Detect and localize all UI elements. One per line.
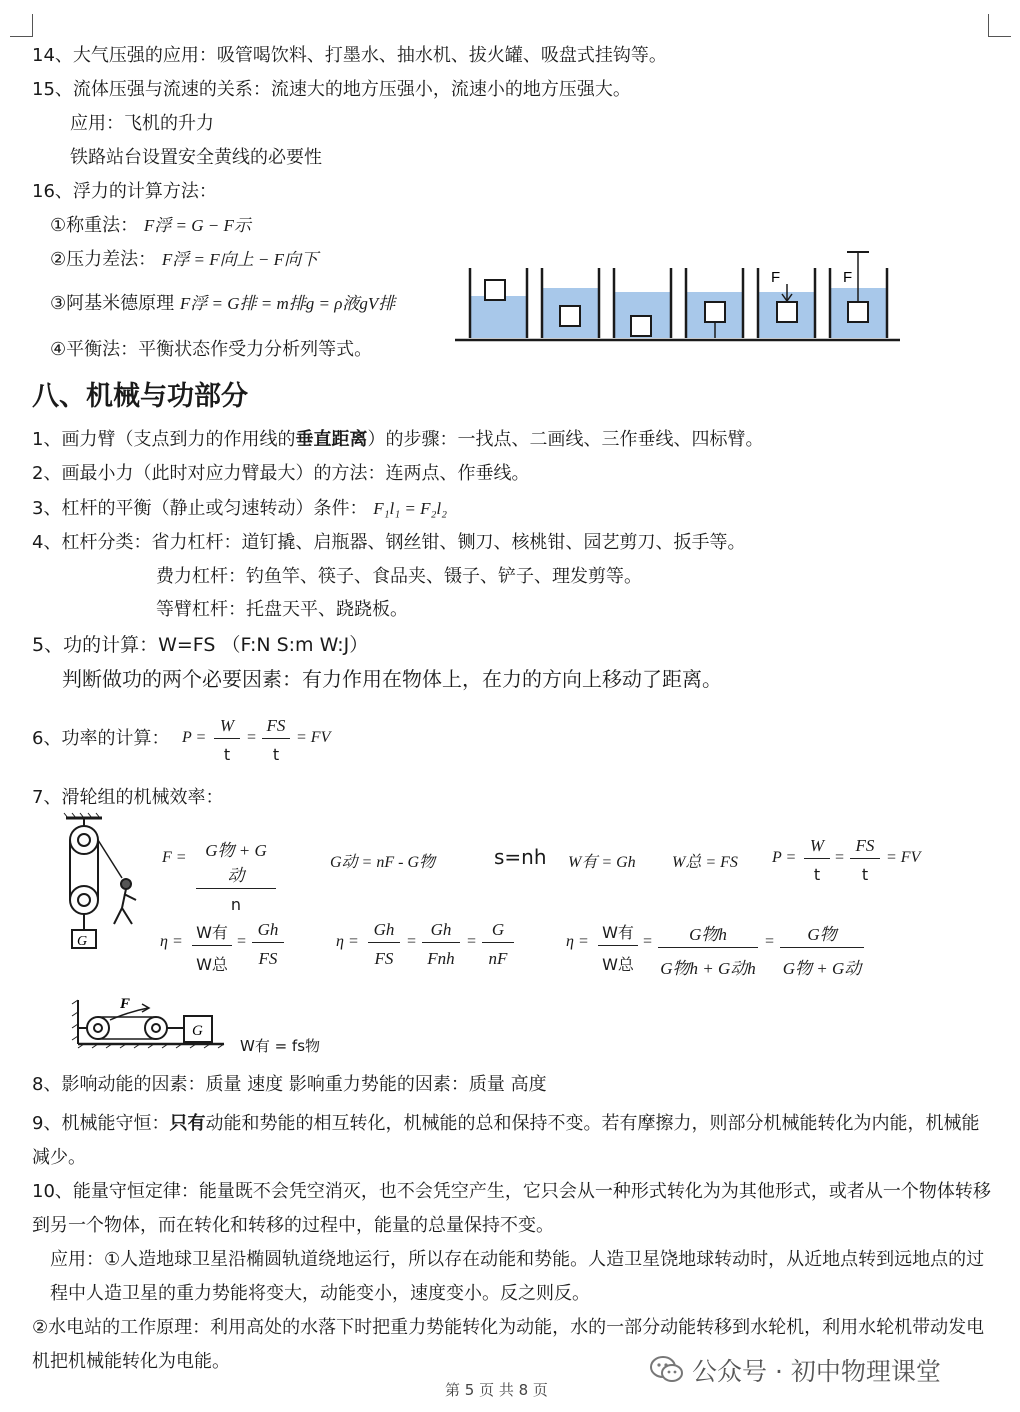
eta-eq-5: = — [764, 933, 775, 950]
block-suspended — [560, 306, 580, 326]
mech-item-4b: 费力杠杆：钓鱼竿、筷子、食品夹、镊子、铲子、理发剪等。 — [156, 566, 642, 587]
formula-pressure-difference: F浮 = F向上 − F向下 — [161, 250, 318, 269]
power-frac-4: $\frac{FS}{t}$ — [850, 836, 880, 884]
block-tethered — [705, 302, 725, 322]
mech-item-8: 8、影响动能的因素：质量 速度 影响重力势能的因素：质量 高度 — [32, 1074, 547, 1095]
eta-lhs-1: η = — [160, 933, 183, 950]
power-lhs-2: P = — [772, 849, 797, 866]
mech-item-1: 1、画力臂（支点到力的作用线的垂直距离）的步骤：一找点、二画线、三作垂线、四标臂。 — [32, 429, 764, 450]
eta-frac-8: G物 G物 + G动 — [780, 920, 864, 979]
item-15: 15、流体压强与流速的关系：流速大的地方压强小，流速小的地方压强大。 — [32, 79, 631, 100]
mech-item-5: 5、功的计算：W=FS （F:N S:m W:J） — [32, 634, 369, 656]
mech-item-10: 10、能量守恒定律：能量既不会凭空消灭，也不会凭空产生，它只会从一种形式转化为为其他形式，或者从一个物体转移到另一个物体，而在转化和转移的过程中，能量的总量保持不变。 — [32, 1181, 991, 1236]
eta-frac-1: W有 W总 — [192, 920, 232, 975]
eta-eq-1: = — [236, 933, 247, 950]
horizontal-pulley-figure — [68, 994, 228, 1052]
crop-mark-top-right — [988, 14, 1011, 37]
power-rhs: = FV — [296, 729, 331, 746]
force-fraction: G物 + G动 n — [196, 836, 276, 914]
eta-frac-7: G物h G物h + G动h — [658, 920, 758, 979]
power-frac-1: $\frac{W}{t}$ — [214, 716, 240, 764]
force-label-horizontal: F — [120, 996, 131, 1012]
power-frac-2: $\frac{FS}{t}$ — [262, 716, 290, 764]
mech-item-6: 6、功率的计算： — [32, 728, 170, 749]
weight-label-pulley: G — [77, 934, 88, 949]
mech-item-5b: 判断做功的两个必要因素：有力作用在物体上，在力的方向上移动了距离。 — [62, 667, 722, 691]
mech-item-10-hydro: ②水电站的工作原理：利用高处的水落下时把重力势能转化为动能，水的一部分动能转移到水轮机，利用水轮机带动发电机把机械能转化为电能。 — [32, 1317, 985, 1372]
power-frac-3: $\frac{W}{t}$ — [804, 836, 830, 884]
eta-lhs-3: η = — [566, 933, 589, 950]
eta-frac-2: $\frac{Gh}{FS}$ — [252, 920, 284, 969]
useful-work-friction: W有 = fs物 — [240, 1037, 321, 1055]
mech-item-10-application: 应用：①人造地球卫星沿椭圆轨道绕地运行，所以存在动能和势能。人造卫星饶地球转动时，从近地点转到远地点的过程中人造卫星的重力势能将变大，动能变小，速度变小。反之则反。 — [50, 1249, 985, 1304]
force-label-push: F — [771, 269, 781, 286]
eta-lhs-2: η = — [336, 933, 359, 950]
eta-frac-3: $\frac{Gh}{FS}$ — [368, 920, 400, 969]
power-eq: = — [246, 729, 257, 746]
item-16: 16、浮力的计算方法： — [32, 181, 217, 202]
power-lhs: P = — [182, 729, 207, 746]
eta-frac-4: Gh Fnh — [422, 920, 460, 969]
formula-weighing: F浮 = G − F示 — [143, 216, 251, 235]
mech-item-2: 2、画最小力（此时对应力臂最大）的方法：连两点、作垂线。 — [32, 463, 530, 484]
section-heading: 八、机械与功部分 — [32, 381, 248, 412]
pulley-block-figure — [60, 812, 148, 952]
formula-archimedes: F浮 = G排 = m排g = ρ液gV排 — [179, 294, 396, 313]
eta-eq-4: = — [642, 933, 653, 950]
water-1 — [470, 296, 527, 338]
mech-item-3: 3、杠杆的平衡（静止或匀速转动）条件： F₁l₁ = F₂l₂ — [32, 498, 448, 519]
method-archimedes: ③阿基米德原理 F浮 = G排 = m排g = ρ液gV排 — [50, 293, 396, 314]
block-sunk — [631, 316, 651, 336]
item-15-application-2: 铁路站台设置安全黄线的必要性 — [70, 147, 322, 168]
buoyancy-containers-figure — [455, 248, 900, 344]
crop-mark-top-left — [10, 14, 33, 37]
eta-frac-5: $\frac{G}{nF}$ — [482, 920, 514, 969]
power-eq-2: = — [834, 849, 845, 866]
useful-work: W有 = Gh — [568, 854, 636, 871]
mech-item-4: 4、杠杆分类：省力杠杆：道钉撬、启瓶器、钢丝钳、铡刀、核桃钳、园艺剪刀、扳手等。 — [32, 532, 746, 553]
mech-item-4c: 等臂杠杆：托盘天平、跷跷板。 — [156, 599, 408, 620]
force-lhs: F = — [162, 849, 187, 866]
distance-relation: s=nh — [494, 845, 547, 869]
page-footer: 第 5 页 共 8 页 — [445, 1381, 548, 1399]
power-rhs-2: = FV — [886, 849, 921, 866]
mech-item-7: 7、滑轮组的机械效率： — [32, 787, 224, 808]
block-pushed — [777, 302, 797, 322]
total-work: W总 = FS — [672, 854, 738, 871]
method-pressure-difference: ②压力差法： F浮 = F向上 − F向下 — [50, 249, 318, 270]
wechat-icon — [650, 1355, 684, 1385]
watermark-text: 公众号 · 初中物理课堂 — [692, 1357, 941, 1386]
watermark — [650, 1352, 941, 1388]
force-label-pull: F — [843, 269, 853, 286]
mech-item-9: 9、机械能守恒：只有动能和势能的相互转化，机械能的总和保持不变。若有摩擦力，则部分机械能转化为内能，机械能减少。 — [32, 1113, 980, 1168]
weight-label-horizontal: G — [192, 1023, 203, 1039]
eta-eq-2: = — [406, 933, 417, 950]
dynamic-pulley-weight: G动 = nF - G物 — [330, 854, 436, 871]
method-balance: ④平衡法：平衡状态作受力分析列等式。 — [50, 339, 373, 360]
lever-formula: F₁l₁ = F₂l₂ — [373, 499, 448, 518]
item-14: 14、大气压强的应用：吸管喝饮料、打墨水、抽水机、拔火罐、吸盘式挂钩等。 — [32, 45, 667, 66]
block-held — [848, 302, 868, 322]
eta-eq-3: = — [466, 933, 477, 950]
method-weighing: ①称重法： F浮 = G − F示 — [50, 215, 251, 236]
block-floating — [485, 280, 505, 300]
item-15-application: 应用：飞机的升力 — [70, 113, 214, 134]
eta-frac-6: W有 W总 — [598, 920, 638, 975]
